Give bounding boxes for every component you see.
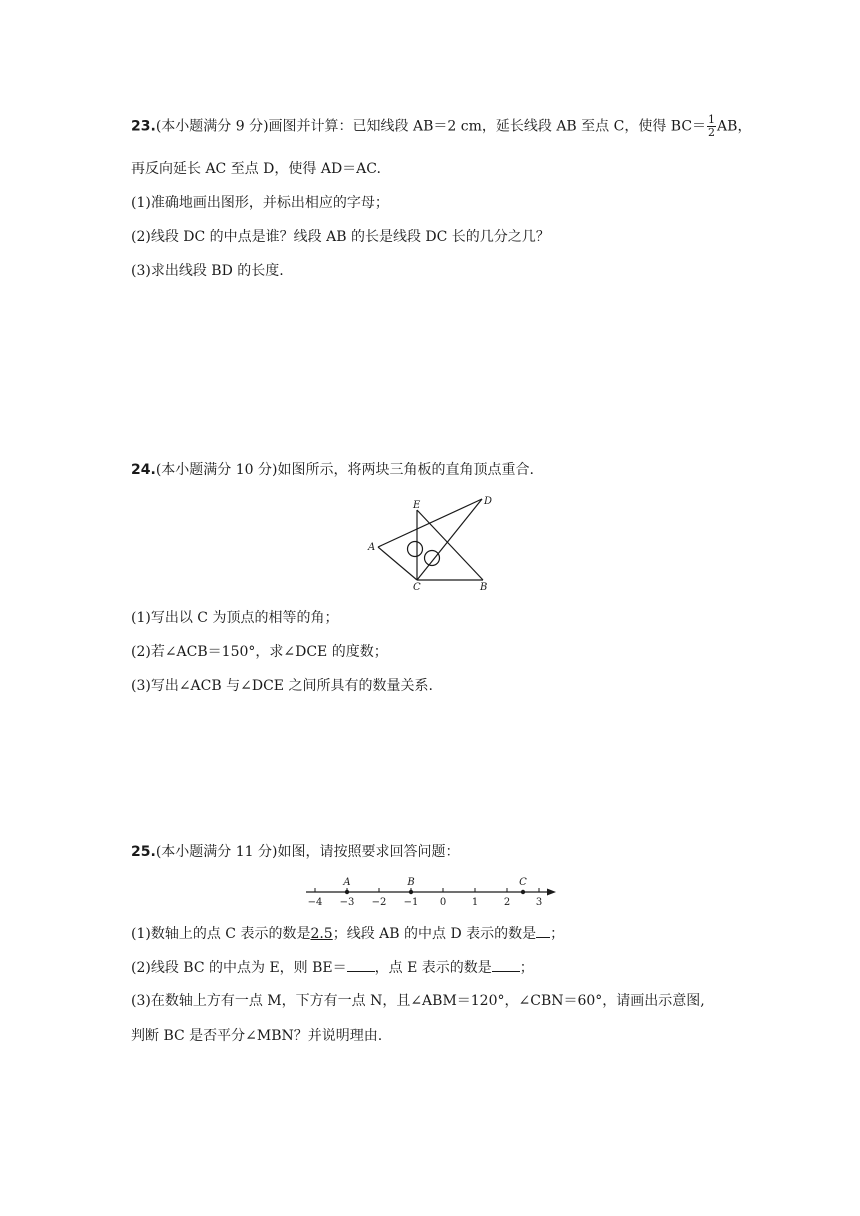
q23-line1-post: AB， <box>717 118 752 135</box>
label-d: D <box>484 496 493 507</box>
q25-part3-line2: 判断 BC 是否平分∠MBN？并说明理由. <box>131 1028 383 1044</box>
tick-label: −2 <box>371 897 387 908</box>
q25-part1-b: ；线段 AB 的中点 D 表示的数是 <box>332 926 537 942</box>
angle-mark-circle-1 <box>408 542 423 557</box>
q25-part2-blank-1[interactable] <box>347 957 375 972</box>
label-b: B <box>480 582 488 593</box>
point-a-dot <box>345 890 349 894</box>
point-b-dot <box>409 890 413 894</box>
q24-part3: (3)写出∠ACB 与∠DCE 之间所具有的数量关系. <box>131 678 433 694</box>
q23-line2: 再反向延长 AC 至点 D，使得 AD＝AC. <box>131 161 381 177</box>
label-c: C <box>413 582 421 593</box>
q25-part2-c: ； <box>519 960 534 976</box>
q25-part2-a: (2)线段 BC 的中点为 E，则 BE＝ <box>131 960 347 976</box>
label-a: A <box>368 542 376 553</box>
point-a-label: A <box>343 877 351 888</box>
point-b-label: B <box>407 877 415 888</box>
tick-label: −1 <box>403 897 419 908</box>
q25-intro-line <box>131 842 459 862</box>
q25-number: 25. <box>131 844 156 860</box>
tick-label: 3 <box>535 897 543 908</box>
q23-frac-den: 2 <box>708 126 716 139</box>
number-line-arrow <box>547 889 556 896</box>
segment-ac <box>378 547 417 580</box>
q23-part1: (1)准确地画出图形，并标出相应的字母； <box>131 195 389 211</box>
q23-line1 <box>131 114 751 139</box>
q23-part2: (2)线段 DC 的中点是谁？线段 AB 的长是线段 DC 长的几分之几？ <box>131 229 550 245</box>
q23-fraction <box>707 114 716 139</box>
q23-frac-num: 1 <box>708 113 716 126</box>
q24-intro-line <box>131 460 534 480</box>
label-e: E <box>413 500 421 511</box>
tick-label: −3 <box>339 897 355 908</box>
tick-label: 1 <box>471 897 479 908</box>
tick-label: 2 <box>503 897 511 908</box>
point-c-dot <box>521 890 525 894</box>
segment-eb <box>417 510 483 580</box>
q25-part2-blank-2[interactable] <box>492 957 520 972</box>
angle-mark-circle-2 <box>425 551 440 566</box>
q24-triangle-figure <box>360 490 500 595</box>
q25-intro: (本小题满分 11 分)如图，请按照要求回答问题： <box>155 844 460 860</box>
q24-part2: (2)若∠ACB＝150°，求∠DCE 的度数； <box>131 644 388 660</box>
q25-part3-line1: (3)在数轴上方有一点 M，下方有一点 N，且∠ABM＝120°，∠CBN＝60°，请画出示意图, <box>131 993 705 1009</box>
q23-part3: (3)求出线段 BD 的长度. <box>131 263 284 279</box>
q23-number: 23. <box>131 118 156 135</box>
q25-part1-blank[interactable] <box>536 923 550 938</box>
point-c-label: C <box>519 877 527 888</box>
q25-part1-a: (1)数轴上的点 C 表示的数是 <box>131 926 311 942</box>
q24-number: 24. <box>131 462 156 478</box>
q24-intro: (本小题满分 10 分)如图所示，将两块三角板的直角顶点重合. <box>155 462 534 478</box>
q25-number-line <box>300 872 562 908</box>
q24-part1: (1)写出以 C 为顶点的相等的角； <box>131 610 339 626</box>
q25-part2 <box>131 957 534 978</box>
q25-part1-c: ； <box>550 926 565 942</box>
tick-label: 0 <box>439 897 447 908</box>
q25-part1-answer: 2.5 <box>310 926 333 942</box>
q25-part1 <box>131 923 564 944</box>
q25-part2-b: ，点 E 表示的数是 <box>374 960 492 976</box>
q23-line1-pre: (本小题满分 9 分)画图并计算：已知线段 AB＝2 cm，延长线段 AB 至点 C，使得 BC＝ <box>155 118 707 135</box>
tick-label: −4 <box>307 897 323 908</box>
